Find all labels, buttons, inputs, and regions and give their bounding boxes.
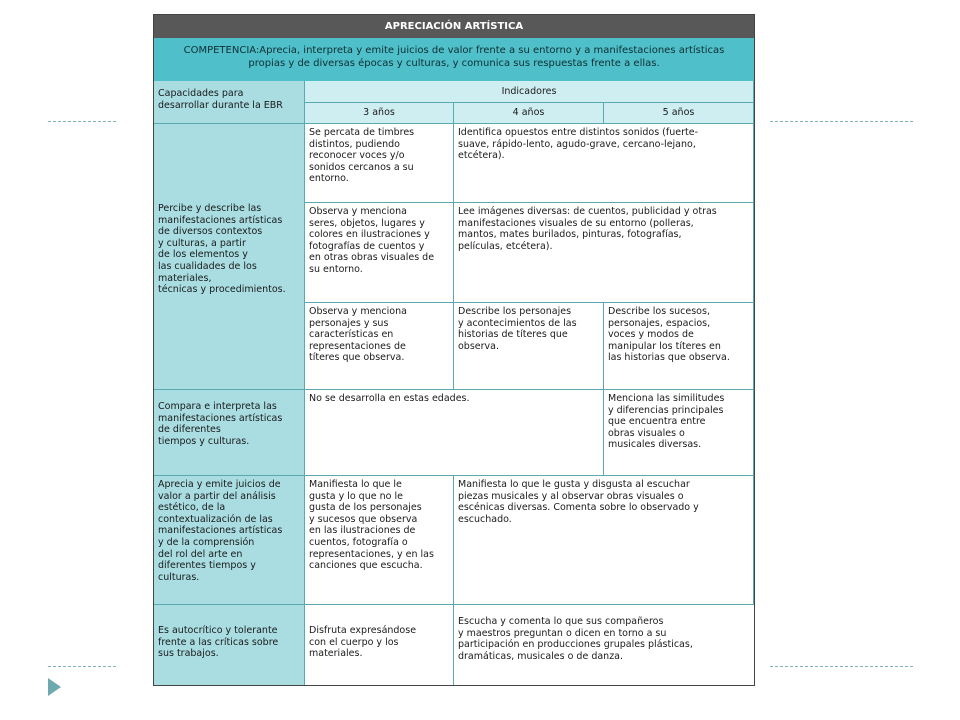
- header-age-3: 3 años: [305, 103, 454, 124]
- indicator-compara-age-3-4: No se desarrolla en estas edades.: [305, 390, 604, 476]
- capacity-aprecia: Aprecia y emite juicios de valor a partir del análisis estético, de la contextualización de las manifestaciones artísticas y de la comprensión del rol del arte en diferentes tiempos y culturas.: [154, 476, 305, 605]
- indicator-percibe-2-age-4-5: Lee imágenes diversas: de cuentos, publicidad y otras manifestaciones visuales de su entorno (polleras, mantos, mates burilados, pinturas, fotografías, películas, etcétera).: [454, 203, 754, 303]
- indicator-compara-age-5: Menciona las similitudes y diferencias principales que encuentra entre obras visuales o musicales diversas.: [604, 390, 754, 476]
- header-capacidades: Capacidades para desarrollar durante la EBR: [154, 81, 305, 124]
- dashed-line-left-top: [48, 121, 116, 122]
- indicator-percibe-1-age-4-5: Identifica opuestos entre distintos sonidos (fuerte- suave, rápido-lento, agudo-grave, cercano-lejano, etcétera).: [454, 124, 754, 203]
- header-indicadores: Indicadores: [305, 81, 754, 103]
- capacity-compara: Compara e interpreta las manifestaciones artísticas de diferentes tiempos y culturas.: [154, 390, 305, 476]
- indicator-percibe-2-age-3: Observa y menciona seres, objetos, lugares y colores en ilustraciones y fotografías de cuentos y en otras obras visuales de su entorno.: [305, 203, 454, 303]
- play-arrow-icon: [48, 678, 61, 696]
- dashed-line-right-top: [770, 121, 913, 122]
- competencia-banner: COMPETENCIA:Aprecia, interpreta y emite juicios de valor frente a su entorno y a manifestaciones artísticas propias y de diversas épocas y culturas, y comunica sus respuestas frente a ellas.: [154, 38, 754, 81]
- document-title: APRECIACIÓN ARTÍSTICA: [154, 15, 754, 38]
- indicator-percibe-3-age-5: Describe los sucesos, personajes, espacios, voces y modos de manipular los títeres en las historias que observa.: [604, 303, 754, 390]
- indicator-aprecia-age-4-5: Manifiesta lo que le gusta y disgusta al escuchar piezas musicales y al observar obras visuales o escénicas diversas. Comenta sobre lo observado y escuchado.: [454, 476, 754, 605]
- dashed-line-left-bottom: [48, 666, 116, 667]
- indicator-percibe-1-age-3: Se percata de timbres distintos, pudiendo reconocer voces y/o sonidos cercanos a su entorno.: [305, 124, 454, 203]
- indicator-percibe-3-age-4: Describe los personajes y acontecimientos de las historias de títeres que observa.: [454, 303, 604, 390]
- header-age-4: 4 años: [454, 103, 604, 124]
- indicator-autocritico-age-3: Disfruta expresándose con el cuerpo y los materiales.: [305, 605, 454, 685]
- indicator-autocritico-age-4-5: Escucha y comenta lo que sus compañeros y maestros preguntan o dicen en torno a su participación en producciones grupales plásticas, dramáticas, musicales o de danza.: [454, 605, 754, 685]
- indicator-percibe-3-age-3: Observa y menciona personajes y sus características en representaciones de títeres que observa.: [305, 303, 454, 390]
- document-page: [153, 14, 755, 686]
- capacity-autocritico: Es autocrítico y tolerante frente a las críticas sobre sus trabajos.: [154, 605, 305, 685]
- dashed-line-right-bottom: [770, 666, 913, 667]
- header-age-5: 5 años: [604, 103, 754, 124]
- capacity-percibe: Percibe y describe las manifestaciones artísticas de diversos contextos y culturas, a partir de los elementos y las cualidades de los materiales, técnicas y procedimientos.: [154, 124, 305, 390]
- indicator-aprecia-age-3: Manifiesta lo que le gusta y lo que no le gusta de los personajes y sucesos que observa en las ilustraciones de cuentos, fotografía o representaciones, y en las canciones que escucha.: [305, 476, 454, 605]
